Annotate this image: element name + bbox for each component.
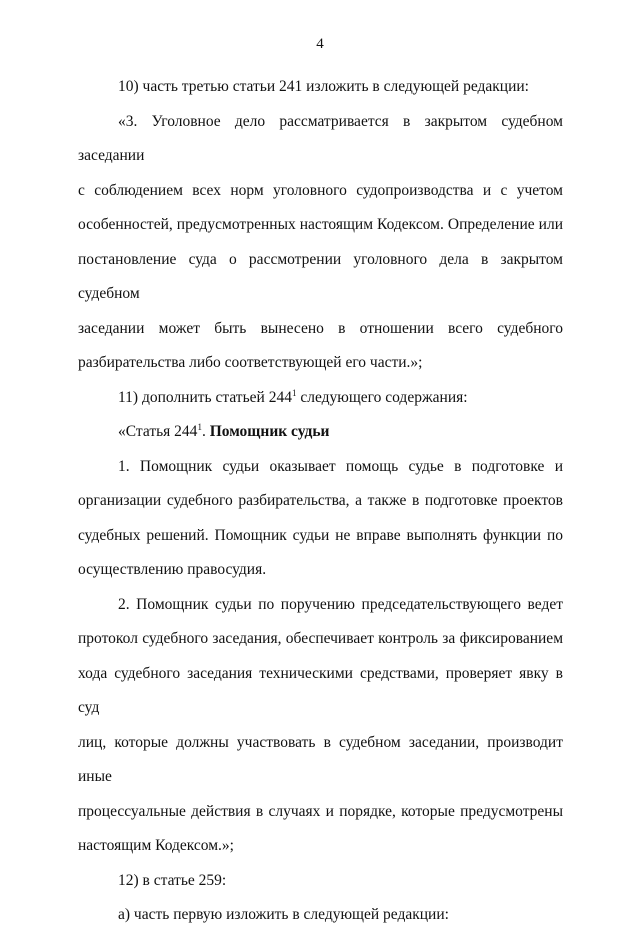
text-line: особенностей, предусмотренных настоящим Кодексом. Определение или — [78, 216, 563, 233]
superscript: 1 — [291, 387, 297, 398]
text-line: лиц, которые должны участвовать в судебном заседании, производит иные — [78, 733, 563, 785]
text-line: 1. Помощник судьи оказывает помощь судье в подготовке и — [118, 457, 563, 475]
page-number: 4 — [316, 36, 324, 52]
article-prefix: «Статья 244 — [118, 423, 198, 440]
text-line: хода судебного заседания техническими средствами, проверяет явку в суд — [78, 664, 563, 716]
item-11-intro-tail: следующего содержания: — [296, 388, 468, 406]
article-part-1 — [78, 450, 563, 588]
text-line: протокол судебного заседания, обеспечивает контроль за фиксированием — [78, 630, 563, 647]
document-body — [78, 70, 563, 933]
item-10-quote — [78, 105, 563, 381]
text-line: «3. Уголовное дело рассматривается в закрытом судебном заседании — [78, 112, 563, 164]
article-part-2 — [78, 588, 563, 864]
text-line: постановление суда о рассмотрении уголовного дела в закрытом судебном — [78, 250, 563, 302]
article-heading — [78, 415, 563, 450]
text-line: 2. Помощник судьи по поручению председательствующего ведет — [118, 595, 563, 613]
superscript: 1 — [197, 422, 202, 432]
text-line: разбирательства либо соответствующей его части.»; — [78, 354, 423, 371]
item-11-intro — [78, 381, 563, 416]
item-12-sub-a: а) часть первую изложить в следующей редакции: — [118, 906, 449, 923]
text-line: заседании может быть вынесено в отношении всего судебного — [78, 319, 563, 337]
article-dot: . — [201, 423, 210, 440]
item-10-intro: 10) часть третью статьи 241 изложить в следующей редакции: — [118, 78, 529, 95]
text-line: судебных решений. Помощник судьи не вправе выполнять функции по — [78, 526, 563, 544]
article-title: Помощник судьи — [209, 423, 330, 440]
item-11-intro-text: 11) дополнить статьей 244 — [118, 388, 292, 406]
text-line: процессуальные действия в случаях и порядке, которые предусмотрены — [78, 802, 563, 820]
text-line: организации судебного разбирательства, а также в подготовке проектов — [78, 492, 563, 509]
text-line: с соблюдением всех норм уголовного судопроизводства и с учетом — [78, 181, 563, 199]
text-line: настоящим Кодексом.»; — [78, 837, 234, 854]
text-line: осуществлению правосудия. — [78, 561, 267, 578]
item-12-intro: 12) в статье 259: — [118, 871, 227, 889]
